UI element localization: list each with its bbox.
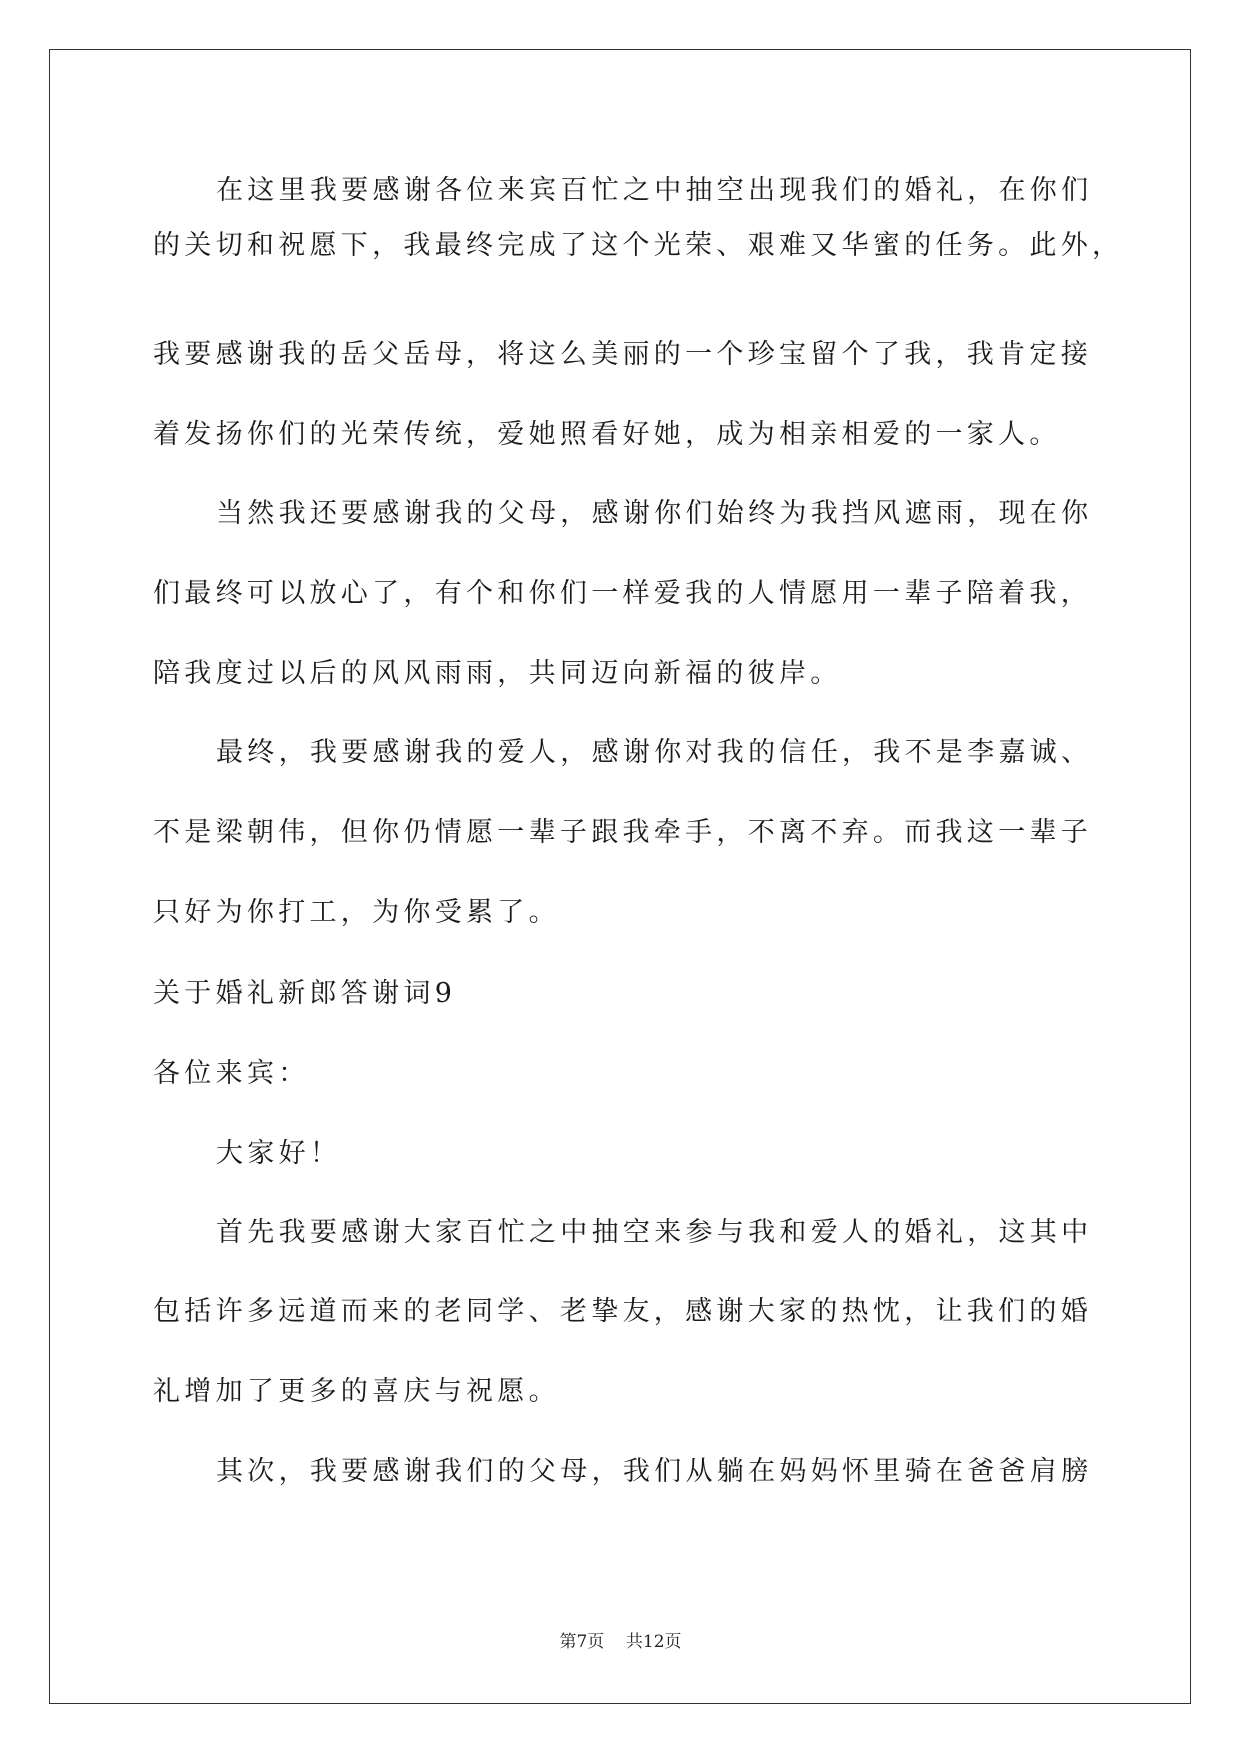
greeting: 大家好！ (216, 1138, 342, 1169)
paragraph-line: 不是梁朝伟，但你仍情愿一辈子跟我牵手，不离不弃。而我这一辈子 (153, 817, 1092, 848)
paragraph-line: 在这里我要感谢各位来宾百忙之中抽空出现我们的婚礼，在你们 (216, 175, 1093, 206)
section-heading: 关于婚礼新郎答谢词9 (153, 978, 457, 1009)
paragraph-line: 其次，我要感谢我们的父母，我们从躺在妈妈怀里骑在爸爸肩膀 (216, 1456, 1093, 1487)
paragraph-line: 们最终可以放心了，有个和你们一样爱我的人情愿用一辈子陪着我， (153, 578, 1092, 609)
paragraph-line: 陪我度过以后的风风雨雨，共同迈向新福的彼岸。 (153, 658, 842, 689)
paragraph-line: 着发扬你们的光荣传统，爱她照看好她，成为相亲相爱的一家人。 (153, 419, 1061, 450)
paragraph-line: 首先我要感谢大家百忙之中抽空来参与我和爱人的婚礼，这其中 (216, 1217, 1093, 1248)
paragraph-line: 包括许多远道而来的老同学、老挚友，感谢大家的热忱，让我们的婚 (153, 1296, 1092, 1327)
salutation: 各位来宾： (153, 1058, 310, 1089)
paragraph-line: 只好为你打工，为你受累了。 (153, 897, 560, 928)
paragraph-line: 我要感谢我的岳父岳母，将这么美丽的一个珍宝留个了我，我肯定接 (153, 339, 1092, 370)
paragraph-line: 当然我还要感谢我的父母，感谢你们始终为我挡风遮雨，现在你 (216, 498, 1093, 529)
page-number-footer: 第7页 共12页 (559, 1632, 682, 1652)
paragraph-line: 礼增加了更多的喜庆与祝愿。 (153, 1376, 560, 1407)
paragraph-line: 的关切和祝愿下，我最终完成了这个光荣、艰难又华蜜的任务。此外， (153, 230, 1124, 261)
paragraph-line: 最终，我要感谢我的爱人，感谢你对我的信任，我不是李嘉诚、 (216, 737, 1093, 768)
